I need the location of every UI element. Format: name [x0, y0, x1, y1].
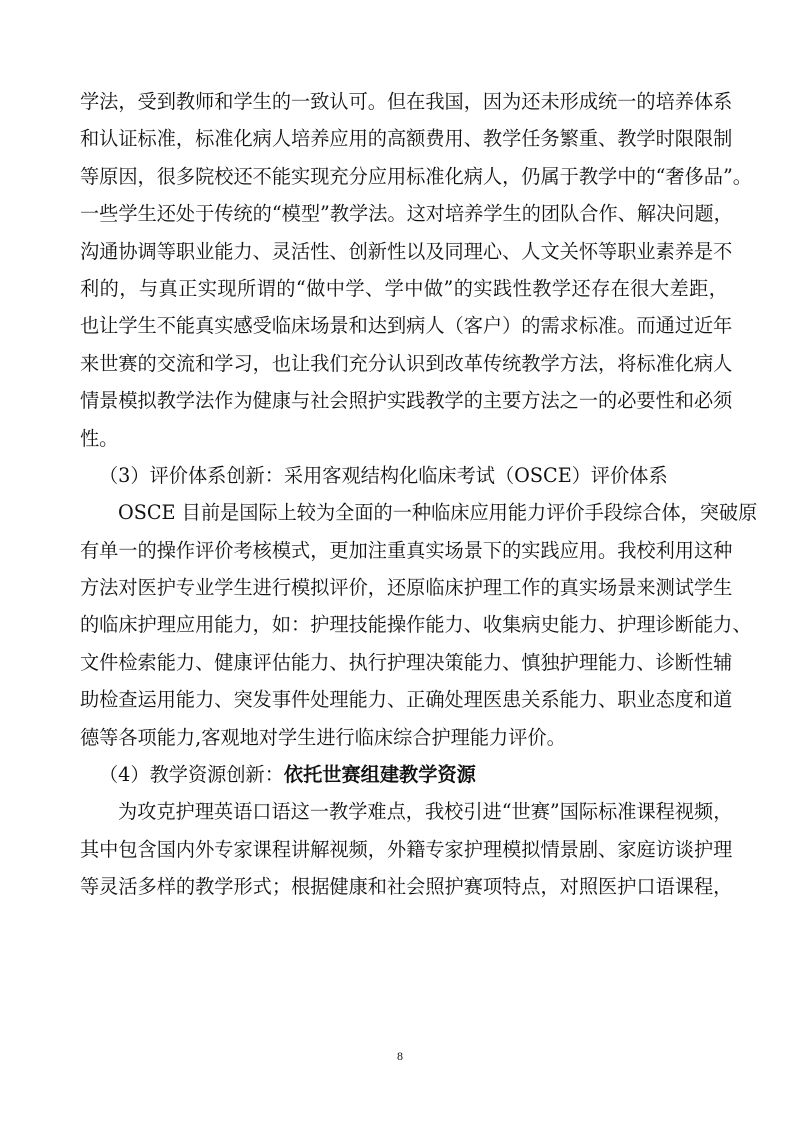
paragraph-line: 也让学生不能真实感受临床场景和达到病人（客户）的需求标准。而通过近年	[80, 314, 733, 338]
paragraph-line: 助检查运用能力、突发事件处理能力、正确处理医患关系能力、职业态度和道	[80, 688, 733, 712]
paragraph-line: 等原因，很多院校还不能实现充分应用标准化病人，仍属于教学中的“奢侈品”。	[80, 164, 752, 188]
paragraph-line: 文件检索能力、健康评估能力、执行护理决策能力、慎独护理能力、诊断性辅	[80, 650, 733, 674]
paragraph-line: 和认证标准，标准化病人培养应用的高额费用、教学任务繁重、教学时限限制	[80, 127, 733, 151]
body-text	[80, 83, 758, 906]
paragraph-line: 有单一的操作评价考核模式，更加注重真实场景下的实践应用。我校利用这种	[80, 538, 733, 562]
paragraph-line: 等灵活多样的教学形式；根据健康和社会照护赛项特点，对照医护口语课程，	[80, 875, 733, 899]
page-number: 8	[397, 1049, 403, 1063]
paragraph-line: 为攻克护理英语口语这一教学难点，我校引进“世赛”国际标准课程视频，	[118, 800, 733, 824]
paragraph-line: 方法对医护专业学生进行模拟评价，还原临床护理工作的真实场景来测试学生	[80, 576, 733, 600]
paragraph-line: 一些学生还处于传统的“模型”教学法。这对培养学生的团队合作、解决问题，	[80, 202, 733, 226]
paragraph-line: 学法，受到教师和学生的一致认可。但在我国，因为还未形成统一的培养体系	[80, 90, 733, 113]
paragraph-line: 来世赛的交流和学习，也让我们充分认识到改革传统教学方法，将标准化病人	[80, 351, 733, 375]
section-heading-prefix: （4）教学资源创新：	[99, 763, 284, 787]
paragraph-2	[80, 494, 758, 756]
paragraph-line: 的临床护理应用能力，如：护理技能操作能力、收集病史能力、护理诊断能力、	[80, 613, 752, 637]
paragraph-line: 利的，与真正实现所谓的“做中学、学中做”的实践性教学还存在很大差距，	[80, 276, 728, 300]
paragraph-3	[80, 793, 733, 905]
paragraph-line: 其中包含国内外专家课程讲解视频，外籍专家护理模拟情景剧、家庭访谈护理	[80, 837, 733, 861]
paragraph-line: 德等各项能力,客观地对学生进行临床综合护理能力评价。	[80, 725, 566, 749]
section-heading-bold: 依托世赛组建教学资源	[283, 763, 476, 787]
paragraph-line: 沟通协调等职业能力、灵活性、创新性以及同理心、人文关怀等职业素养是不	[80, 239, 733, 263]
paragraph-1	[80, 83, 752, 457]
paragraph-line: 性。	[80, 426, 119, 450]
section-heading-4	[80, 756, 728, 793]
paragraph-line: 情景模拟教学法作为健康与社会照护实践教学的主要方法之一的必要性和必须	[80, 389, 733, 413]
section-heading-3: （3）评价体系创新：采用客观结构化临床考试（OSCE）评价体系	[99, 463, 668, 487]
paragraph-line: OSCE 目前是国际上较为全面的一种临床应用能力评价手段综合体，突破原	[118, 501, 758, 525]
